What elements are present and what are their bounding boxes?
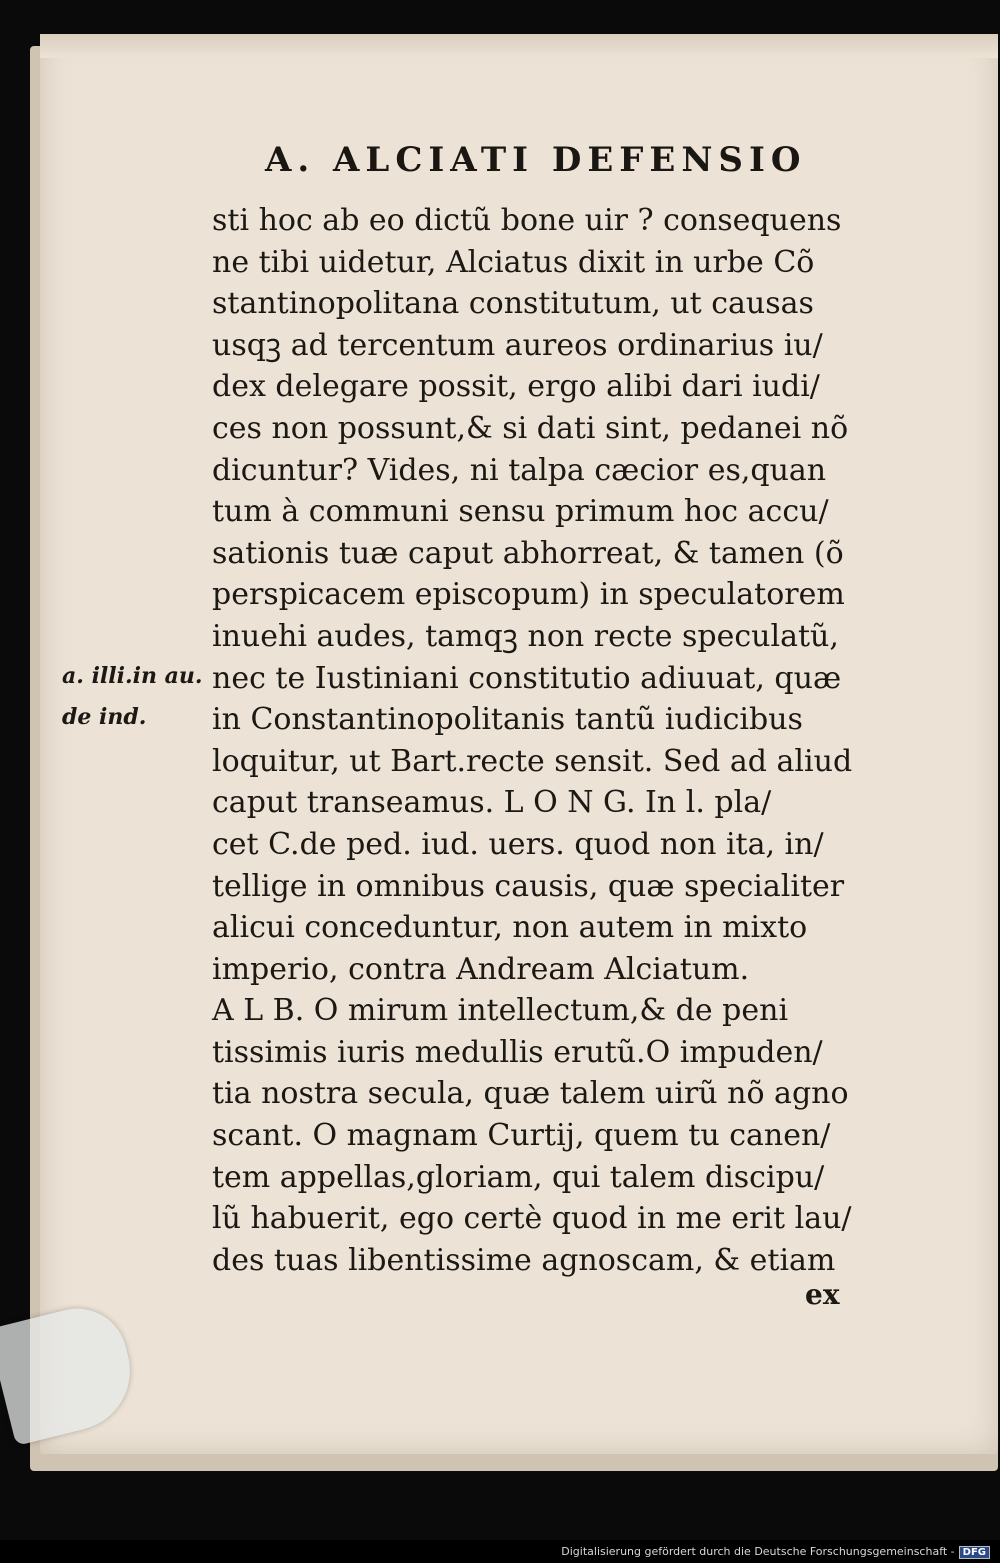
text-line: cet C.de ped. iud. uers. quod non ita, in/ bbox=[212, 826, 824, 862]
text-line: A L B. O mirum intellectum,& de peni bbox=[212, 993, 789, 1029]
catchword: ex bbox=[805, 1278, 840, 1311]
text-line: loquitur, ut Bart.recte sensit. Sed ad aliud bbox=[212, 743, 853, 779]
text-line: tissimis iuris medullis erutũ.O impuden/ bbox=[212, 1034, 823, 1070]
text-line: tum à communi sensu primum hoc accu/ bbox=[212, 494, 829, 530]
text-line: tia nostra secula, quæ talem uirũ nõ agno bbox=[212, 1076, 849, 1112]
digitization-credit bbox=[561, 1545, 990, 1559]
text-line: inuehi audes, tamqꝫ non recte speculatũ, bbox=[212, 618, 839, 654]
text-line: usqꝫ ad tercentum aureos ordinarius iu/ bbox=[212, 327, 823, 363]
marginal-note: a. illi.in au. bbox=[62, 663, 203, 689]
text-line: nec te Iustiniani constitutio adiuuat, quæ bbox=[212, 660, 842, 696]
text-line: imperio, contra Andream Alciatum. bbox=[212, 951, 750, 987]
text-line: dicuntur? Vides, ni talpa cæcior es,quan bbox=[212, 452, 827, 488]
marginal-note: de ind. bbox=[62, 704, 147, 730]
body-text bbox=[212, 200, 862, 1281]
dfg-logo: DFG bbox=[959, 1546, 990, 1559]
text-line: in Constantinopolitanis tantũ iudicibus bbox=[212, 702, 803, 738]
text-line: des tuas libentissime agnoscam, & etiam bbox=[212, 1242, 836, 1278]
page-top-edge bbox=[40, 34, 998, 58]
text-line: perspicacem episcopum) in speculatorem bbox=[212, 577, 845, 613]
text-line: dex delegare possit, ergo alibi dari iudi/ bbox=[212, 369, 820, 405]
text-line: ces non possunt,& si dati sint, pedanei nõ bbox=[212, 410, 849, 446]
text-line: tellige in omnibus causis, quæ specialiter bbox=[212, 868, 845, 904]
text-line: lũ habuerit, ego certè quod in me erit lau/ bbox=[212, 1201, 852, 1237]
text-line: ne tibi uidetur, Alciatus dixit in urbe Cõ bbox=[212, 244, 815, 280]
text-line: stantinopolitana constitutum, ut causas bbox=[212, 286, 814, 322]
text-line: sti hoc ab eo dictũ bone uir ? consequens bbox=[212, 203, 842, 238]
text-line: tem appellas,gloriam, qui talem discipu/ bbox=[212, 1159, 825, 1195]
text-line: sationis tuæ caput abhorreat, & tamen (õ bbox=[212, 535, 844, 571]
running-head: A. ALCIATI DEFENSIO bbox=[265, 140, 807, 180]
credit-text: Digitalisierung gefördert durch die Deutsche Forschungsgemeinschaft - bbox=[561, 1545, 955, 1558]
text-line: caput transeamus. L O N G. In l. pla/ bbox=[212, 785, 772, 821]
text-line: scant. O magnam Curtij, quem tu canen/ bbox=[212, 1118, 831, 1154]
text-line: alicui conceduntur, non autem in mixto bbox=[212, 910, 808, 946]
